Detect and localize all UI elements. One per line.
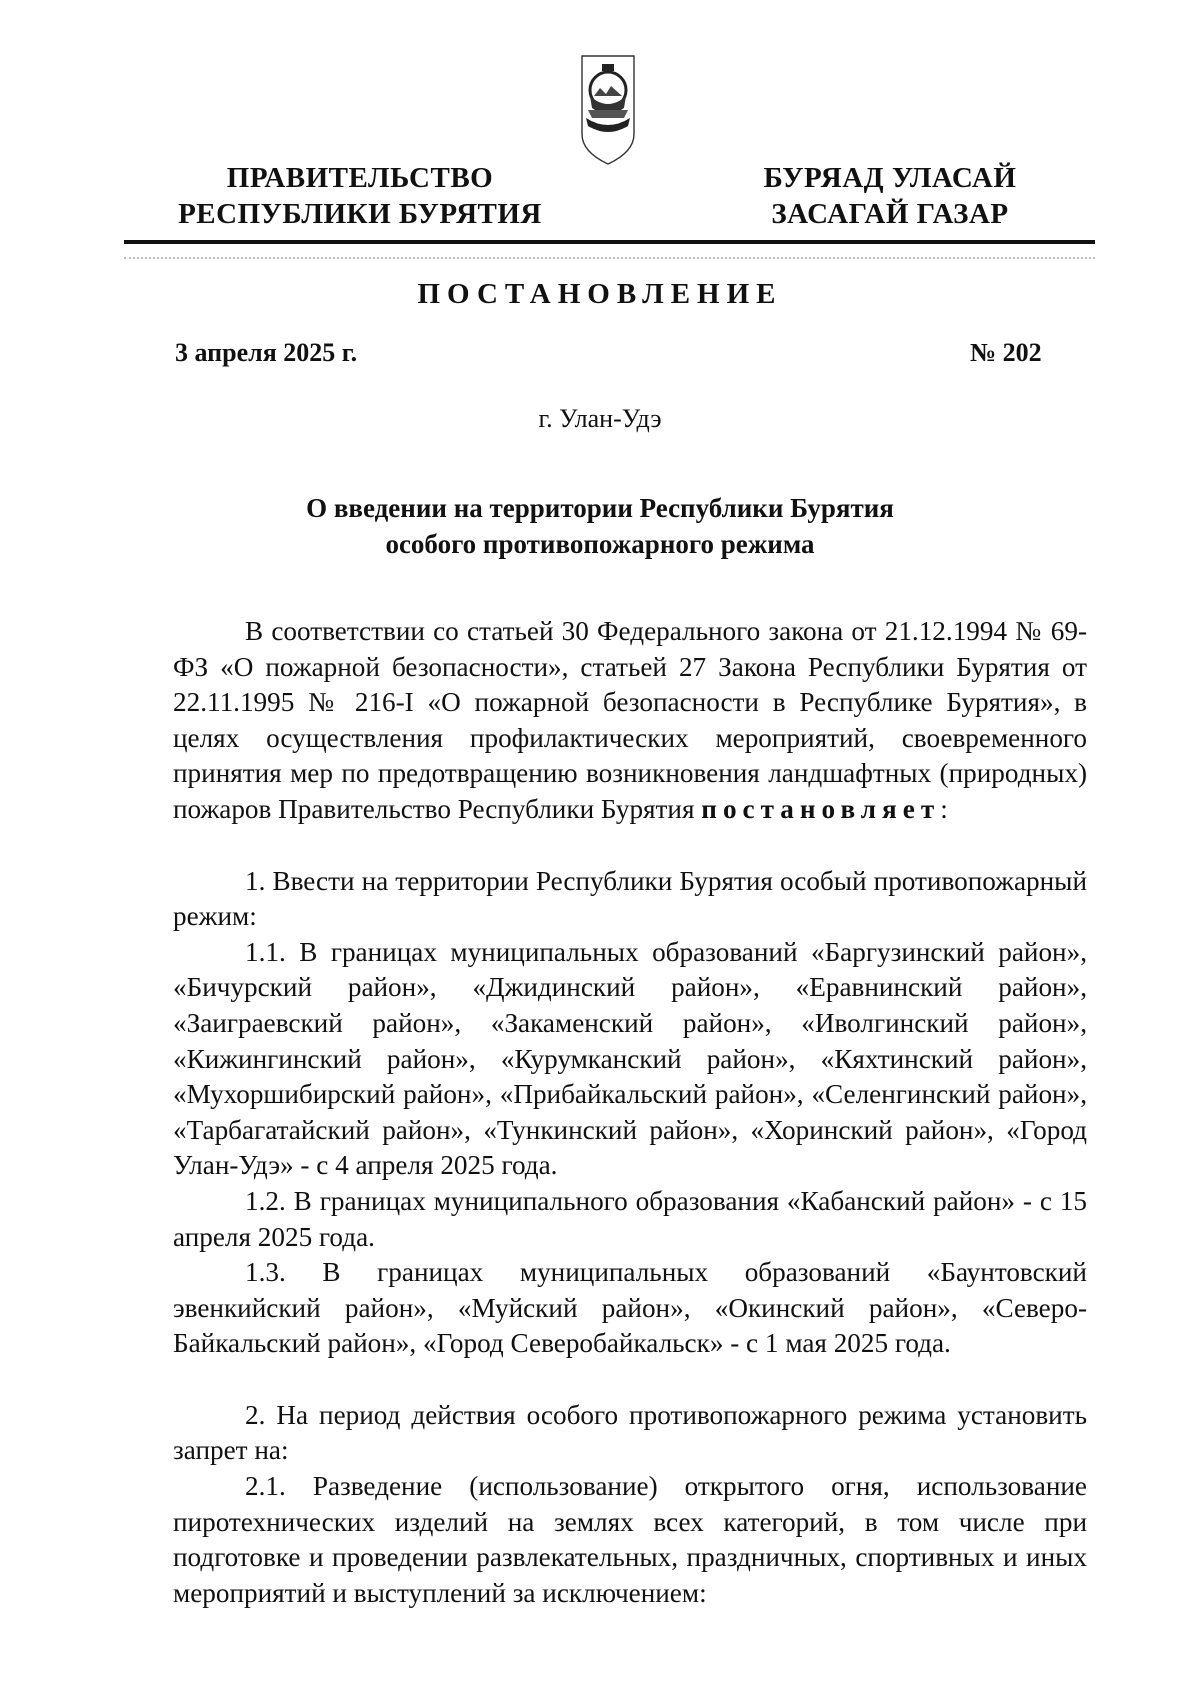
paragraph-1-1: 1.1. В границах муниципальных образований «Баргузинский район», «Бичурский район», «Джидинский район», «Еравнинский район», «Заиграевский район», «Закаменский район», «Иволгинский район», «Кижингинский район», «Курумканский район», «Кяхтинский район», «Мухоршибирский район», «Прибайкальский район», «Селенгинский район», «Тарбагатайский район», «Тункинский район», «Хоринский район», «Город Улан-Удэ» - с 4 апреля 2025 года. — [173, 936, 1087, 1181]
preamble-colon: : — [940, 793, 948, 824]
coat-of-arms-emblem — [578, 52, 638, 170]
document-title — [0, 490, 1200, 562]
document-type: ПОСТАНОВЛЕНИЕ — [417, 278, 783, 310]
paragraph-2-1: 2.1. Разведение (использование) открытого огня, использование пиротехнических изделий на землях всех категорий, в том числе при подготовке и проведении развлекательных, праздничных, спортивных и иных мероприятий и выступлений за исключением: — [173, 1471, 1087, 1608]
header-divider-thick — [124, 240, 1095, 244]
header-right — [715, 160, 1065, 232]
header-left — [150, 160, 570, 232]
title-line1: О введении на территории Республики Бурятия — [306, 493, 894, 523]
document-body — [173, 614, 1087, 1611]
header-right-line1: БУРЯАД УЛАСАЙ — [763, 162, 1017, 194]
header-right-line2: ЗАСАГАЙ ГАЗАР — [771, 198, 1009, 230]
preamble-text: В соответствии со статьей 30 Федерального закона от 21.12.1994 № 69-ФЗ «О пожарной безопасности», статьей 27 Закона Республики Бурятия от 22.11.1995 № 216-I «О пожарной безопасности в Республике Бурятия», в целях осуществления профилактических мероприятий, своевременного принятия мер по предотвращению возникновения ландшафтных (природных) пожаров Правительство Республики Бурятия — [173, 616, 1087, 824]
title-line2: особого противопожарного режима — [385, 529, 815, 559]
decree-word: постановляет — [701, 793, 941, 824]
document-number: № 202 — [970, 338, 1042, 367]
paragraph-1-2: 1.2. В границах муниципального образования «Кабанский район» - с 15 апреля 2025 года. — [173, 1185, 1087, 1252]
preamble-paragraph — [173, 614, 1087, 828]
paragraph-1: 1. Ввести на территории Республики Бурятия особый противопожарный режим: — [173, 865, 1087, 932]
document-city: г. Улан-Удэ — [538, 404, 662, 433]
paragraph-1-3: 1.3. В границах муниципальных образований «Баунтовский эвенкийский район», «Муйский район», «Окинский район», «Северо-Байкальский район», «Город Северобайкальск» - с 1 мая 2025 года. — [173, 1257, 1087, 1359]
header-divider-thin — [124, 257, 1095, 259]
document-date: 3 апреля 2025 г. — [175, 338, 358, 367]
header-left-line1: ПРАВИТЕЛЬСТВО — [226, 162, 494, 194]
header-left-line2: РЕСПУБЛИКИ БУРЯТИЯ — [178, 198, 542, 230]
paragraph-2: 2. На период действия особого противопожарного режима установить запрет на: — [173, 1399, 1087, 1466]
